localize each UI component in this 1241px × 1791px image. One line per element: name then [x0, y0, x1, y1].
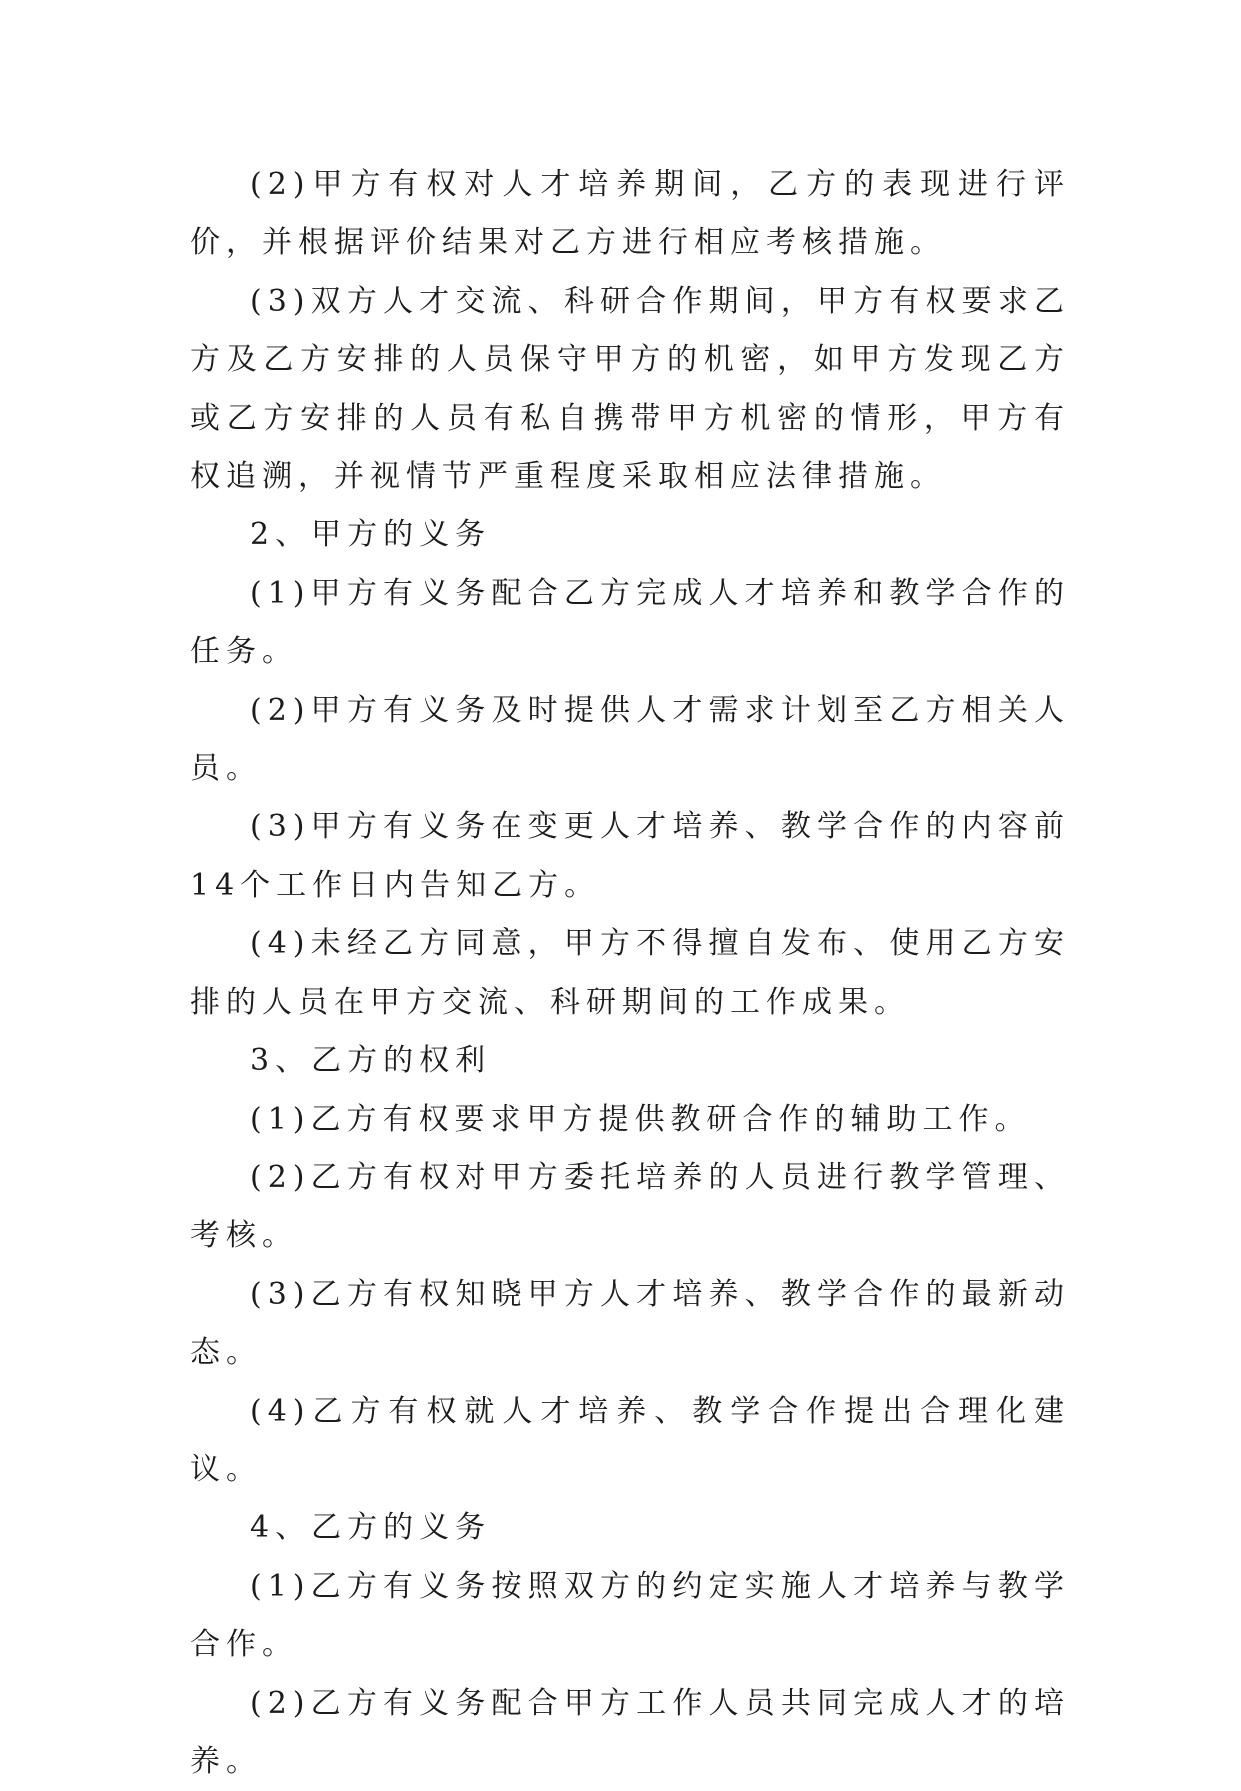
section-heading: 4、乙方的义务 [250, 1510, 492, 1546]
paragraph: (3)乙方有权知晓甲方人才培养、教学合作的最新动态。 [190, 1276, 1070, 1371]
paragraph: (2)乙方有权对甲方委托培养的人员进行教学管理、考核。 [190, 1159, 1070, 1254]
paragraph: (2)乙方有义务配合甲方工作人员共同完成人才的培养。 [190, 1685, 1070, 1779]
paragraph: (4)乙方有权就人才培养、教学合作提出合理化建议。 [190, 1393, 1070, 1487]
paragraph: (3)双方人才交流、科研合作期间，甲方有权要求乙方及乙方安排的人员保守甲方的机密，如甲方发现乙方或乙方安排的人员有私自携带甲方机密的情形，甲方有权追溯，并视情节严重程度采取相应法律措施。 [190, 283, 1070, 495]
document-body [190, 156, 1070, 1791]
paragraph: (1)甲方有义务配合乙方完成人才培养和教学合作的任务。 [190, 575, 1070, 670]
paragraph: (1)乙方有权要求甲方提供教研合作的辅助工作。 [250, 1101, 1031, 1137]
paragraph: (2)甲方有义务及时提供人才需求计划至乙方相关人员。 [190, 692, 1070, 787]
paragraph: (4)未经乙方同意，甲方不得擅自发布、使用乙方安排的人员在甲方交流、科研期间的工作成果。 [190, 926, 1070, 1020]
paragraph: (3)甲方有义务在变更人才培养、教学合作的内容前14个工作日内告知乙方。 [190, 809, 1070, 903]
section-heading: 3、乙方的权利 [250, 1043, 492, 1079]
section-heading: 2、甲方的义务 [250, 517, 492, 553]
paragraph: (2)甲方有权对人才培养期间，乙方的表现进行评价，并根据评价结果对乙方进行相应考核措施。 [190, 167, 1070, 261]
paragraph: (1)乙方有义务按照双方的约定实施人才培养与教学合作。 [190, 1568, 1070, 1663]
